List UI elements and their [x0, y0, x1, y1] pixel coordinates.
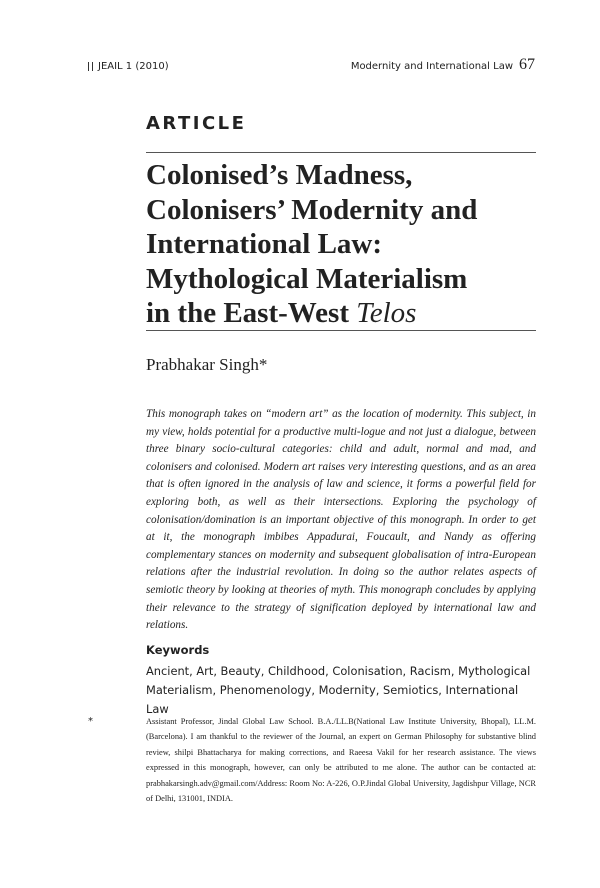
bars-icon	[88, 62, 93, 71]
author-byline	[146, 355, 267, 375]
article-title	[146, 158, 538, 331]
author-name: Prabhakar Singh	[146, 355, 259, 374]
footnote-mark: *	[88, 716, 93, 727]
abstract: This monograph takes on “modern art” as the location of modernity. This subject, in my view, holds potential for a productive multi-logue and not just a dialogue, between three binary socio-cultural categories: child and adult, normal and mad, and colonisers and colonised. Modern art raises very interesting questions, and as an area that is often ignored in the analysis of law and science, it forms a powerful field for exploring both, as well as their intersections. Exploring the psychology of colonisation/domination is an important objective of this monograph. In order to get at it, the monograph imbibes Appadurai, Foucault, and Nandy as offering complementary stances on modernity and subsequent globalisation of intra-European relations after the industrial revolution. In doing so the author relates aspects of semiotic theory by looking at theories of myth. This monograph concludes by applying their relevance to the strategy of signification deployed by international law and relations.	[146, 408, 536, 632]
title-line-1: Colonised’s Madness,	[146, 159, 413, 191]
journal-citation: JEAIL 1 (2010)	[98, 61, 169, 72]
footnote-text: Assistant Professor, Jindal Global Law School. B.A./LL.B(National Law Institute University, Bhopal), LL.M.(Barcelona). I am thankful to the reviewer of the Journal, an expert on German Philosophy for substantive blind review, shilpi Bhattacharya for making corrections, and Raeesa Vakil for her research assistance. The views expressed in this monograph, however, can only be attributed to me alone. The author can be contacted at: prabhakarsingh.adv@gmail.com/Address: Room No: A-226, O.P.Jindal Global University, Jagdishpur Village, NCR of Delhi, 131001, INDIA.	[146, 717, 536, 804]
title-italic-word: Telos	[356, 297, 417, 329]
title-line-4: Mythological Materialism	[146, 262, 468, 295]
author-footnote	[88, 714, 536, 806]
running-title: Modernity and International Law	[350, 61, 513, 72]
page-number: 67	[519, 56, 535, 73]
author-footnote-mark: *	[258, 355, 268, 374]
article-label: ARTICLE	[146, 113, 247, 134]
title-line-5: in the East-West	[146, 297, 357, 329]
title-line-2: Colonisers’ Modernity and	[146, 193, 478, 226]
running-header-left	[88, 61, 169, 72]
keywords-heading: Keywords	[146, 643, 210, 657]
running-header-right	[351, 56, 535, 74]
title-line-3: International Law:	[146, 228, 383, 260]
title-rule-top	[146, 152, 536, 153]
title-rule-bottom	[146, 330, 536, 331]
keywords-list: Ancient, Art, Beauty, Childhood, Colonisation, Racism, Mythological Materialism, Phenomenology, Modernity, Semiotics, International Law	[146, 664, 531, 716]
